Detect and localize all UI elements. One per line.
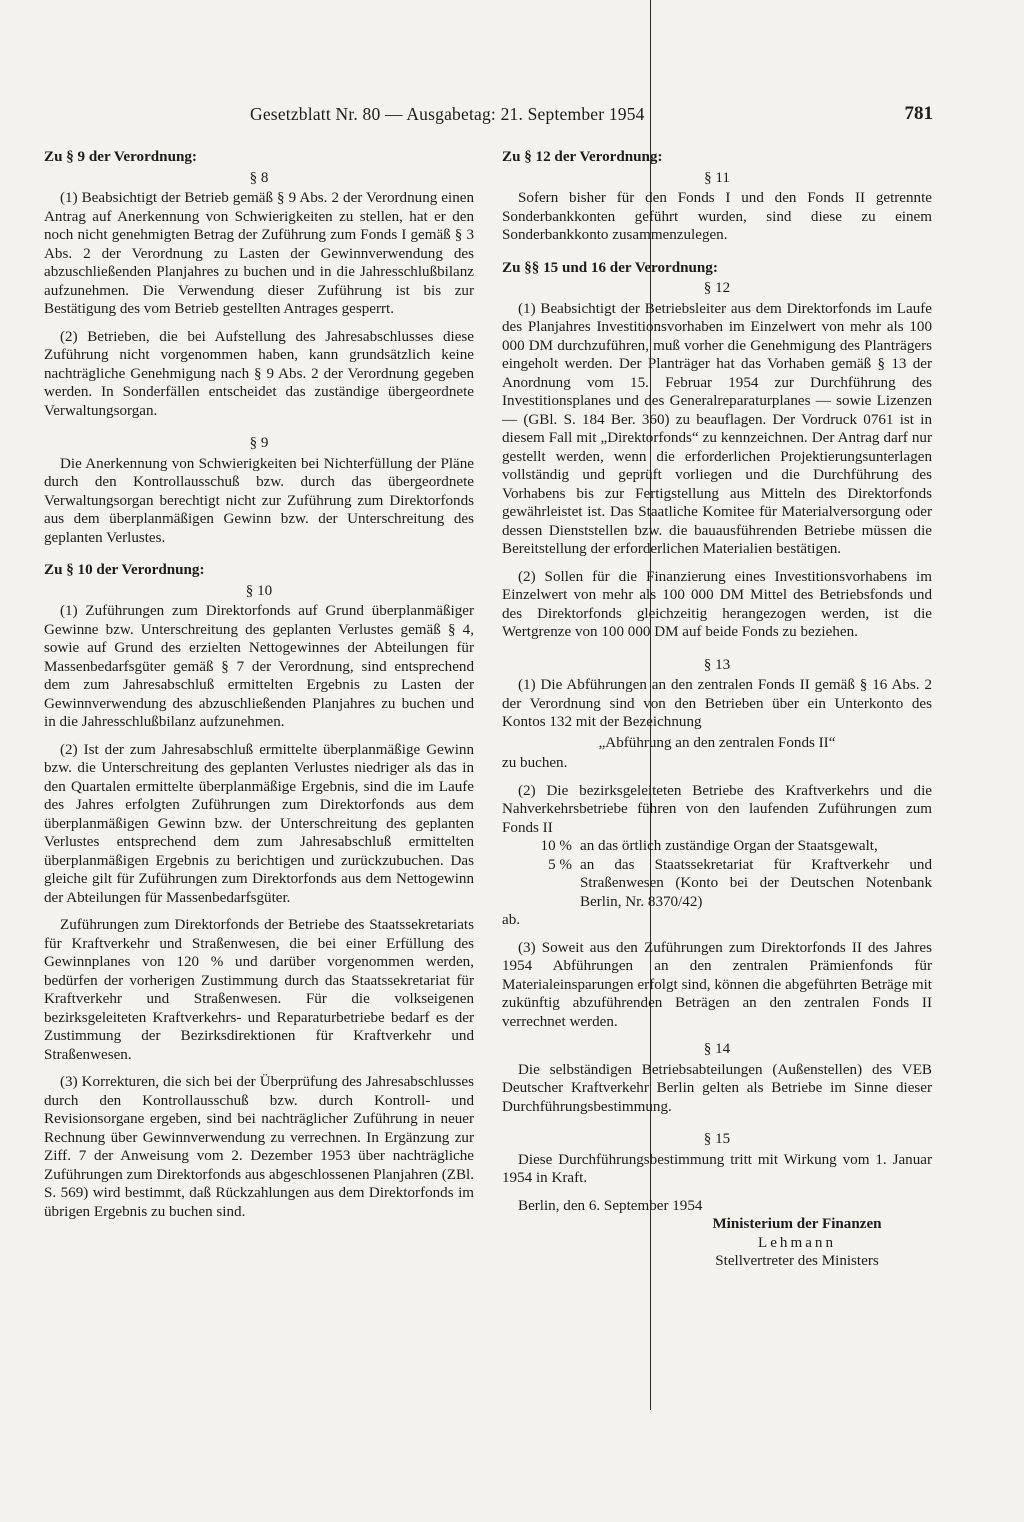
section-13-zu-buchen: zu buchen. <box>502 755 568 771</box>
section-13-paragraph-2: (2) Die bezirksgeleiteten Betriebe des Kraftverkehrs und die Nahverkehrsbetriebe führen von den laufenden Zuführungen zum Fonds II <box>502 782 932 836</box>
section-10-title: § 10 <box>245 582 273 599</box>
date-line: Berlin, den 6. September 1954 <box>518 1197 703 1214</box>
section-8-title: § 8 <box>249 169 269 186</box>
percent-row-1 <box>502 837 932 856</box>
page-number: 781 <box>904 103 933 124</box>
section-9-paragraph-1: Die Anerkennung von Schwierigkeiten bei Nichterfüllung der Pläne durch den Kontrollausschuß bzw. durch das übergeordnete Verwaltungsorgan berechtigt nicht zur Zuführung zum Direktorfonds aus dem überplanmäßigen Gewinn bzw. der Unterschreitung des geplanten Verlustes. <box>44 455 474 546</box>
right-column <box>502 148 932 1271</box>
section-8-paragraph-2: (2) Betrieben, die bei Aufstellung des Jahresabschlusses diese Zuführung nicht vorgenommen haben, kann grundsätzlich keine nachträgliche Genehmigung nach § 9 Abs. 2 der Verordnung gegeben werden. In Sonderfällen entscheidet das zuständige übergeordnete Verwaltungsorgan. <box>44 328 474 419</box>
section-10-paragraph-4: (3) Korrekturen, die sich bei der Überprüfung des Jahresabschlusses durch den Kontrollausschuß bzw. durch Kontroll- und Revisionsorgane ergeben, sind bei nachträglicher Zuführung in neuer Rechnung über Gewinnverwendung zu verrechnen. In Ergänzung zur Ziff. 7 der Anweisung vom 2. Dezember 1953 über nachträgliche Zuführungen zum Direktorfonds aus abgeschlossenen Planjahren (ZBl. S. 569) wird bestimmt, daß Rückzahlungen aus dem Direktorfonds im übrigen Ergebnis zu buchen sind. <box>44 1074 474 1220</box>
section-13-paragraph-1: (1) Die Abführungen an den zentralen Fonds II gemäß § 16 Abs. 2 der Verordnung sind von den Betrieben über ein Unterkonto des Kontos 132 mit der Bezeichnung <box>502 677 932 730</box>
section-10-paragraph-3: Zuführungen zum Direktorfonds der Betriebe des Staatssekretariats für Kraftverkehr und Straßenwesen, die bei einer Erfüllung des Gewinnplanes von 120 % und darüber vorgenommen werden, bedürfen der vorherigen Zustimmung durch das Staatssekretariat für Kraftverkehr und Straßenwesen. Für die volkseigenen bezirksgeleiteten Kraftverkehrs- und Reparaturbetriebe bedarf es der Zustimmung der Bezirksdirektionen für Kraftverkehr und Straßenwesen. <box>44 917 474 1063</box>
section-13-ab: ab. <box>502 912 521 928</box>
signature-name: Lehmann <box>758 1234 836 1251</box>
heading-zu-9: Zu § 9 der Verordnung: <box>44 149 197 165</box>
section-15-title: § 15 <box>703 1131 731 1147</box>
section-13-title: § 13 <box>703 656 731 673</box>
section-14-paragraph-1: Die selbständigen Betriebsabteilungen (Außenstellen) des VEB Deutscher Kraftverkehr Berlin gelten als Betriebe im Sinne dieser Durchführungsbestimmung. <box>502 1061 932 1115</box>
left-column <box>44 148 474 1221</box>
percent-text-1: an das örtlich zuständige Organ der Staatsgewalt, <box>580 838 878 854</box>
section-10-paragraph-1: (1) Zuführungen zum Direktorfonds auf Grund überplanmäßiger Gewinne bzw. Unterschreitung des geplanten Verlustes gemäß § 4, sowie auf Grund des erzielten Nettogewinnes der Abteilungen für Massenbedarfsgüter gemäß § 7 der Verordnung, sind entsprechend dem zum Jahresabschluß ermittelten Ergebnis zu Lasten der Gewinnverwendung des abzuschließenden Planjahres zu buchen und in die Jahresschlußbilanz aufzunehmen. <box>44 603 474 730</box>
section-12-title: § 12 <box>703 280 731 296</box>
heading-zu-12: Zu § 12 der Verordnung: <box>502 149 663 165</box>
percent-text-2: an das Staatssekretariat für Kraftverkehr und Straßenwesen (Konto bei der Deutschen Notenbank Berlin, Nr. 8370/42) <box>580 856 932 910</box>
percent-label-1: 10 % <box>540 838 572 854</box>
page-header <box>45 104 933 130</box>
signature-role: Stellvertreter des Ministers <box>715 1253 879 1269</box>
percent-label-2: 5 % <box>548 856 572 873</box>
heading-zu-15-16: Zu §§ 15 und 16 der Verordnung: <box>502 259 718 276</box>
header-title: Gesetzblatt Nr. 80 — Ausgabetag: 21. September 1954 <box>250 104 645 124</box>
heading-zu-10: Zu § 10 der Verordnung: <box>44 562 205 578</box>
percent-row-2 <box>502 856 932 912</box>
section-12-paragraph-1: (1) Beabsichtigt der Betriebsleiter aus dem Direktorfonds im Laufe des Planjahres Investitionsvorhaben im Einzelwert von mehr als 100 000 DM durchzuführen, muß vorher die Genehmigung des Planträgers eingeholt werden. Der Planträger hat das Vorhaben gemäß § 13 der Anordnung vom 15. Februar 1954 zur Durchführung des Investitionsplanes und des Generalreparaturplanes — sowie Lizenzen — (GBl. S. 184 Ber. 360) zu beauflagen. Der Vordruck 0761 ist in diesem Fall mit „Direktorfonds“ zu kennzeichnen. Der Antrag darf nur gestellt werden, wenn die erforderlichen Projektierungsunterlagen vollständig und geprüft vorliegen und die Durchführung des Vorhabens bis zur Fertigstellung aus Mitteln des Direktorfonds gewährleistet ist. Das Staatliche Komitee für Materialversorgung oder dessen Dienststellen bzw. die bauausführenden Betriebe müssen die Bereitstellung der erforderlichen Materialien bestätigen. <box>502 300 932 557</box>
section-13-quote: „Abführung an den zentralen Fonds II“ <box>598 734 836 751</box>
section-15-paragraph-1: Diese Durchführungsbestimmung tritt mit Wirkung vom 1. Januar 1954 in Kraft. <box>502 1151 932 1186</box>
signature-ministry: Ministerium der Finanzen <box>712 1216 882 1232</box>
section-13-paragraph-3: (3) Soweit aus den Zuführungen zum Direktorfonds II des Jahres 1954 Abführungen an den zentralen Prämienfonds für Materialeinsparungen erfolgt sind, können die abgeführten Beträge mit zukünftig abzuführenden Beträgen an den zentralen Fonds II verrechnet werden. <box>502 939 932 1030</box>
section-11-title: § 11 <box>704 169 730 186</box>
section-14-title: § 14 <box>703 1041 731 1057</box>
section-10-paragraph-2: (2) Ist der zum Jahresabschluß ermittelte überplanmäßige Gewinn bzw. die Unterschreitung des geplanten Verlustes niedriger als das in den Quartalen ermittelte überplanmäßige Ergebnis, sind die im Laufe des Jahres erfolgten Zuführungen zum Direktorfonds aus dem überplanmäßigen Gewinn bzw. der Unterschreitung des geplanten Verlustes entsprechend dem zum Jahresabschluß ermittelten überplanmäßigen Ergebnis zu berichtigen und zurückzubuchen. Das gleiche gilt für Zuführungen zum Direktorfonds aus dem Nettogewinn der Abteilungen für Massenbedarfsgüter. <box>44 741 474 906</box>
section-9-title: § 9 <box>249 435 269 451</box>
section-11-paragraph-1: Sofern bisher für den Fonds I und den Fonds II getrennte Sonderbankkonten geführt wurden, sind diese zu einem Sonderbankkonto zusammenzulegen. <box>502 190 932 243</box>
section-8-paragraph-1: (1) Beabsichtigt der Betrieb gemäß § 9 Abs. 2 der Verordnung einen Antrag auf Anerkennung von Schwierigkeiten zu stellen, hat er den noch nicht genehmigten Betrag der Zuführung zum Fonds I gemäß § 3 Abs. 2 der Verordnung zu Lasten der Gewinnverwendung des abzuschließenden Planjahres zu buchen und in die Jahresschlußbilanz aufzunehmen. Die Verwendung dieser Zuführung ist bis zur Bestätigung des vom Betrieb gestellten Antrages gesperrt. <box>44 190 474 317</box>
section-12-paragraph-2: (2) Sollen für die Finanzierung eines Investitionsvorhabens im Einzelwert von mehr als 100 000 DM Mittel des Betriebsfonds und des Direktorfonds gleichzeitig herangezogen werden, ist die Wertgrenze von 100 000 DM auf beide Fonds zu beziehen. <box>502 568 932 640</box>
